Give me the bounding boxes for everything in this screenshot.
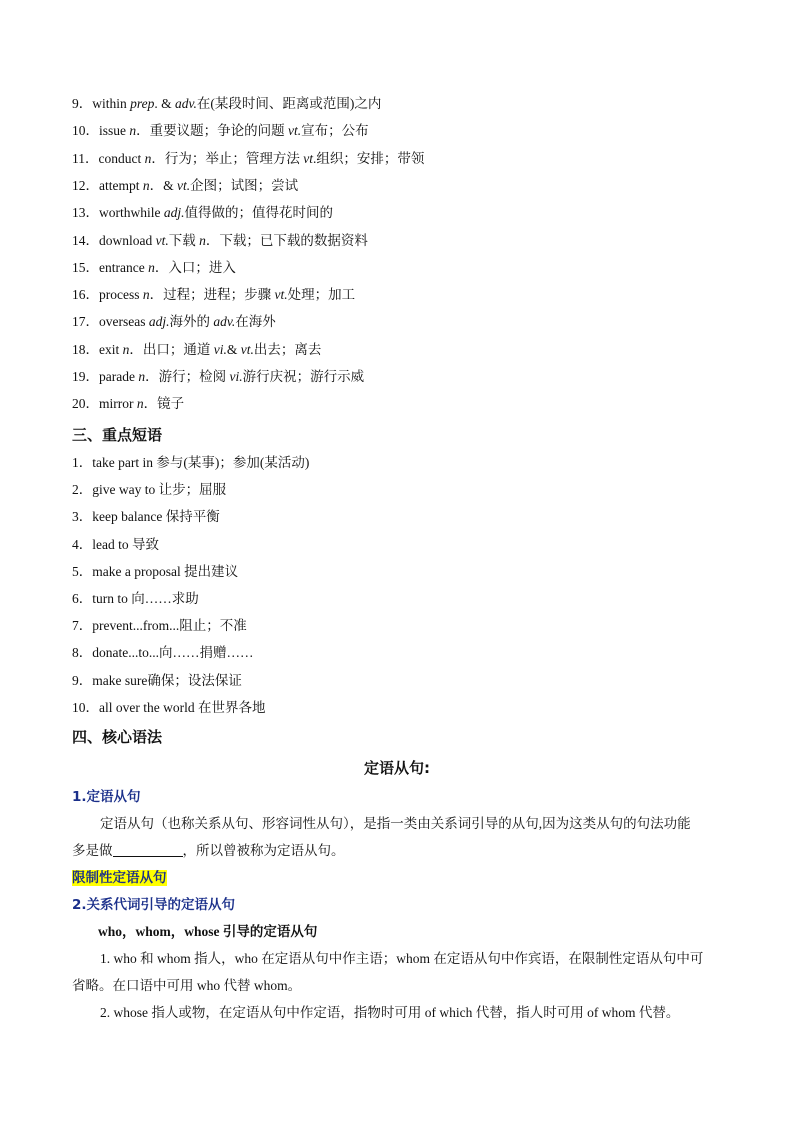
part-of-speech: n — [138, 369, 146, 384]
vocab-text: parade — [99, 369, 139, 384]
vocab-number: 18． — [72, 341, 99, 357]
vocab-text: ．出口；通道 — [129, 341, 214, 357]
part-of-speech: adj. — [163, 205, 185, 221]
part-of-speech: vt. — [155, 232, 169, 248]
fill-in-blank — [113, 842, 183, 857]
vocab-item — [72, 232, 368, 250]
phrase-item: 6．turn to 向……求助 — [72, 591, 199, 606]
vocab-text: within — [92, 96, 131, 111]
part-of-speech: vt. — [274, 287, 288, 303]
vocab-text: exit — [99, 341, 123, 357]
phrase-item: 7．prevent...from...阻止；不准 — [72, 618, 247, 634]
vocab-text: 宣布；公布 — [301, 123, 369, 139]
vocab-number: 20． — [72, 396, 99, 412]
vocab-text: 在海外 — [235, 314, 276, 330]
vocab-item — [72, 177, 298, 195]
part-of-speech: prep — [130, 96, 155, 111]
part-of-speech: vt — [303, 150, 313, 166]
part-of-speech: n — [122, 341, 130, 357]
vocab-number: 12． — [72, 177, 99, 193]
phrase-item: 1．take part in 参与(某事)；参加(某活动) — [72, 455, 310, 470]
definition-paragraph — [72, 810, 726, 864]
part-of-speech: n — [136, 396, 144, 412]
vocab-text: ．镜子 — [143, 396, 185, 412]
part-of-speech: n — [129, 123, 137, 139]
vocab-number: 10． — [72, 123, 99, 139]
vocab-number: 13． — [72, 205, 99, 221]
vocab-text: attempt — [99, 177, 143, 193]
vocab-text: 出去；离去 — [253, 341, 322, 357]
rule-paragraph-2 — [72, 999, 726, 1026]
vocab-text: entrance — [99, 259, 149, 275]
vocab-text: ．入口；进入 — [154, 259, 236, 275]
section-heading-grammar: 四、核心语法 — [72, 728, 163, 746]
part-of-speech: vi. — [213, 341, 227, 357]
vocab-text: ．游行；检阅 — [145, 369, 230, 384]
vocab-item — [72, 122, 369, 140]
rule1-line-1: 1. who 和 whom 指人，who 在定语从句中作主语；whom 在定语从句中作宾语，在限制性定语从句中可 — [100, 951, 704, 966]
vocab-text: 处理；加工 — [287, 287, 356, 303]
part-of-speech: adj. — [148, 314, 170, 330]
vocab-item — [72, 204, 333, 222]
part-of-speech: vt. — [288, 123, 302, 139]
rule1-line-2: 省略。在口语中可用 who 代替 whom。 — [72, 978, 302, 993]
vocab-number: 17． — [72, 314, 99, 330]
vocab-text: 下载 — [168, 232, 200, 248]
subsection-title-1: 1.定语从句 — [72, 789, 141, 805]
vocab-text: 游行庆祝；游行示威 — [242, 369, 365, 384]
vocab-item — [72, 286, 355, 304]
definition-text-a: 多是做 — [72, 843, 113, 858]
part-of-speech: adv. — [175, 96, 197, 111]
part-of-speech: n — [199, 232, 206, 248]
vocab-number: 19． — [72, 369, 99, 384]
vocab-text: download — [99, 232, 156, 248]
phrase-item: 9．make sure确保；设法保证 — [72, 672, 242, 688]
vocab-text: issue — [99, 123, 130, 139]
phrase-item: 5．make a proposal 提出建议 — [72, 563, 239, 579]
vocab-item — [72, 341, 321, 359]
subsection-title-2: 2.关系代词引导的定语从句 — [72, 897, 236, 913]
vocab-text: & — [226, 341, 241, 357]
vocab-text: conduct — [98, 150, 145, 166]
rule-paragraph-1 — [72, 945, 726, 999]
vocab-number: 16． — [72, 287, 99, 303]
vocab-text: ．重要议题；争论的问题 — [136, 123, 288, 139]
vocab-text: overseas — [99, 314, 149, 330]
vocab-item — [72, 150, 424, 168]
vocab-text: mirror — [99, 396, 137, 412]
definition-line-1: 定语从句（也称关系从句、形容词性从句），是指一类由关系词引导的从句,因为这类从句的句法功能 — [100, 816, 691, 831]
vocab-text: ．下载；已下载的数据资料 — [205, 232, 368, 248]
highlight-label-container — [72, 869, 167, 887]
definition-text-b: ，所以曾被称为定语从句。 — [182, 843, 345, 858]
vocab-text: 值得做的；值得花时间的 — [184, 205, 334, 221]
section-heading-phrases: 三、重点短语 — [72, 426, 163, 444]
definition-line-2 — [72, 837, 726, 864]
vocab-item — [72, 368, 364, 386]
vocab-text: ．& — [149, 177, 178, 193]
highlighted-label: 限制性定语从句 — [72, 870, 167, 886]
part-of-speech: n — [144, 150, 152, 166]
part-of-speech: n — [142, 177, 150, 193]
part-of-speech: vt. — [177, 177, 191, 193]
grammar-title: 定语从句: — [364, 759, 430, 777]
vocab-text: 在(某段时间、距离或范围)之内 — [196, 96, 382, 111]
part-of-speech: vt. — [240, 341, 254, 357]
vocab-number: 15． — [72, 259, 99, 275]
phrase-item: 10．all over the world 在世界各地 — [72, 699, 266, 715]
vocab-item — [72, 259, 236, 277]
vocab-item — [72, 395, 184, 413]
vocab-text: 企图；试图；尝试 — [190, 177, 299, 193]
vocab-text: worthwhile — [99, 205, 164, 221]
phrase-item: 8．donate...to...向……捐赠…… — [72, 645, 254, 661]
vocab-text: 海外的 — [169, 314, 214, 330]
vocab-text: ．过程；进程；步骤 — [149, 287, 275, 303]
rule2-line: 2. whose 指人或物，在定语从句中作定语，指物时可用 of which 代替，指人时可用 of whom 代替。 — [100, 1005, 680, 1020]
part-of-speech: adv. — [213, 314, 236, 330]
vocab-text: ．行为；举止；管理方法 — [151, 150, 304, 166]
relative-pronoun-heading: who，whom，whose 引导的定语从句 — [98, 924, 318, 939]
vocab-item — [72, 95, 381, 113]
part-of-speech: n — [142, 287, 150, 303]
vocab-number: 9． — [72, 96, 93, 111]
vocab-text: . & — [154, 96, 176, 111]
vocab-text: .组织；安排；带领 — [313, 150, 425, 166]
phrase-item: 4．lead to 导致 — [72, 536, 159, 552]
phrase-item: 3．keep balance 保持平衡 — [72, 509, 220, 525]
vocab-number: 11． — [72, 150, 99, 166]
phrase-item: 2．give way to 让步；屈服 — [72, 482, 227, 498]
vocab-item — [72, 313, 276, 331]
vocab-number: 14． — [72, 232, 99, 248]
vocab-text: process — [99, 287, 143, 303]
part-of-speech: vi. — [229, 369, 243, 384]
part-of-speech: n — [148, 259, 155, 275]
